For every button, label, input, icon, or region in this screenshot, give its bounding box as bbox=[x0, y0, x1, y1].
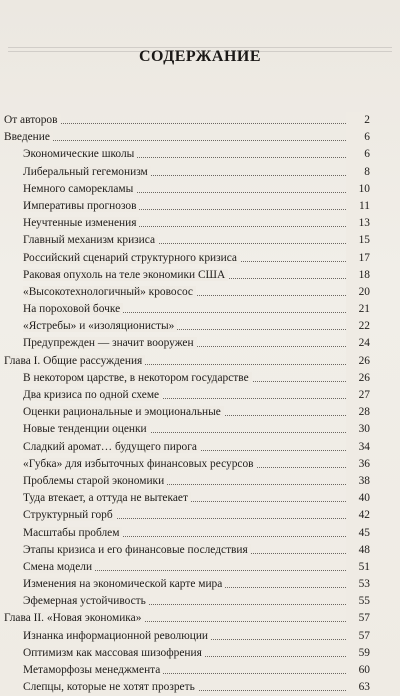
toc-entry bbox=[0, 301, 400, 318]
toc-entry bbox=[0, 679, 400, 696]
toc-entry-page: 48 bbox=[346, 542, 370, 559]
toc-entry-page: 40 bbox=[346, 490, 370, 507]
toc-entry-title: От авторов bbox=[4, 112, 63, 129]
toc-entry bbox=[0, 404, 400, 421]
toc-entry-page: 57 bbox=[346, 628, 370, 645]
toc-entry bbox=[0, 645, 400, 662]
toc-entry-page: 42 bbox=[346, 507, 370, 524]
toc-entry-title: Либеральный гегемонизм bbox=[23, 164, 153, 181]
toc-entry-title: Два кризиса по одной схеме bbox=[23, 387, 164, 404]
toc-entry bbox=[0, 525, 400, 542]
toc-entry bbox=[0, 559, 400, 576]
toc-entry bbox=[0, 542, 400, 559]
toc-entry-title: Немного саморекламы bbox=[23, 181, 138, 198]
toc-entry-title: Глава I. Общие рассуждения bbox=[4, 353, 147, 370]
toc-entry-page: 45 bbox=[346, 525, 370, 542]
toc-entry-title: «Ястребы» и «изоляционисты» bbox=[23, 318, 179, 335]
toc-entry-page: 2 bbox=[346, 112, 370, 129]
toc-entry-title: Оценки рациональные и эмоциональные bbox=[23, 404, 226, 421]
toc-entry-page: 21 bbox=[346, 301, 370, 318]
toc-entry-title: Предупрежден — значит вооружен bbox=[23, 335, 199, 352]
toc-entry bbox=[0, 215, 400, 232]
toc-entry-title: Российский сценарий структурного кризиса bbox=[23, 250, 242, 267]
toc-entry bbox=[0, 267, 400, 284]
page-title: СОДЕРЖАНИЕ bbox=[138, 48, 262, 65]
toc-entry bbox=[0, 421, 400, 438]
toc-entry-title: Экономические школы bbox=[23, 146, 139, 163]
toc-entry-title: Глава II. «Новая экономика» bbox=[4, 610, 146, 627]
toc-entry-page: 59 bbox=[346, 645, 370, 662]
toc-entry-page: 30 bbox=[346, 421, 370, 438]
toc-entry-page: 10 bbox=[346, 181, 370, 198]
toc-entry-page: 17 bbox=[346, 250, 370, 267]
toc-entry bbox=[0, 473, 400, 490]
toc-entry bbox=[0, 387, 400, 404]
toc-entry bbox=[0, 112, 400, 129]
toc-entry-page: 8 bbox=[346, 164, 370, 181]
toc-entry bbox=[0, 284, 400, 301]
toc-entry-title: Слепцы, которые не хотят прозреть bbox=[23, 679, 200, 696]
toc-entry bbox=[0, 250, 400, 267]
toc-entry-title: В некотором царстве, в некотором государстве bbox=[23, 370, 254, 387]
toc-entry-page: 27 bbox=[346, 387, 370, 404]
toc-entry-page: 26 bbox=[346, 353, 370, 370]
toc-entry-page: 22 bbox=[346, 318, 370, 335]
toc-entry bbox=[0, 232, 400, 249]
toc-entry-page: 15 bbox=[346, 232, 370, 249]
toc-entry-title: На пороховой бочке bbox=[23, 301, 125, 318]
toc-entry-title: Главный механизм кризиса bbox=[23, 232, 160, 249]
toc-entry bbox=[0, 198, 400, 215]
toc-entry-page: 36 bbox=[346, 456, 370, 473]
toc-entry-page: 53 bbox=[346, 576, 370, 593]
toc-entry-title: Метаморфозы менеджмента bbox=[23, 662, 165, 679]
toc-entry-page: 57 bbox=[346, 610, 370, 627]
toc-entry-page: 55 bbox=[346, 593, 370, 610]
toc-entry-page: 20 bbox=[346, 284, 370, 301]
toc-entry bbox=[0, 318, 400, 335]
toc-entry-title: «Высокотехнологичный» кровосос bbox=[23, 284, 198, 301]
toc-entry-page: 51 bbox=[346, 559, 370, 576]
table-of-contents bbox=[0, 112, 400, 696]
toc-entry-title: Сладкий аромат… будущего пирога bbox=[23, 439, 202, 456]
toc-entry bbox=[0, 610, 400, 627]
toc-entry bbox=[0, 439, 400, 456]
toc-entry bbox=[0, 164, 400, 181]
toc-entry bbox=[0, 335, 400, 352]
toc-entry-title: Оптимизм как массовая шизофрения bbox=[23, 645, 207, 662]
toc-entry-page: 60 bbox=[346, 662, 370, 679]
toc-entry-title: Неучтенные изменения bbox=[23, 215, 141, 232]
toc-entry-page: 24 bbox=[346, 335, 370, 352]
toc-entry bbox=[0, 456, 400, 473]
toc-entry-page: 26 bbox=[346, 370, 370, 387]
toc-entry-title: Этапы кризиса и его финансовые последствия bbox=[23, 542, 253, 559]
toc-entry-title: Раковая опухоль на теле экономики США bbox=[23, 267, 230, 284]
toc-entry bbox=[0, 181, 400, 198]
toc-entry-title: Смена модели bbox=[23, 559, 97, 576]
toc-entry-page: 28 bbox=[346, 404, 370, 421]
toc-entry bbox=[0, 662, 400, 679]
toc-entry-title: Изнанка информационной революции bbox=[23, 628, 213, 645]
toc-entry-title: Введение bbox=[4, 129, 55, 146]
toc-entry-title: Новые тенденции оценки bbox=[23, 421, 152, 438]
toc-entry-title: Эфемерная устойчивость bbox=[23, 593, 151, 610]
toc-entry bbox=[0, 490, 400, 507]
toc-entry-page: 38 bbox=[346, 473, 370, 490]
toc-entry bbox=[0, 353, 400, 370]
toc-entry-title: Туда втекает, а оттуда не вытекает bbox=[23, 490, 193, 507]
toc-entry-page: 13 bbox=[346, 215, 370, 232]
toc-entry-page: 63 bbox=[346, 679, 370, 696]
toc-entry-title: Изменения на экономической карте мира bbox=[23, 576, 227, 593]
toc-entry-title: Проблемы старой экономики bbox=[23, 473, 169, 490]
toc-entry-page: 18 bbox=[346, 267, 370, 284]
toc-entry bbox=[0, 507, 400, 524]
toc-entry-title: Структурный горб bbox=[23, 507, 118, 524]
toc-entry-page: 11 bbox=[346, 198, 370, 215]
toc-entry bbox=[0, 576, 400, 593]
toc-entry bbox=[0, 146, 400, 163]
toc-entry-title: Императивы прогнозов bbox=[23, 198, 141, 215]
toc-entry bbox=[0, 129, 400, 146]
toc-entry bbox=[0, 370, 400, 387]
toc-entry-title: «Губка» для избыточных финансовых ресурсов bbox=[23, 456, 259, 473]
toc-entry bbox=[0, 628, 400, 645]
toc-entry bbox=[0, 593, 400, 610]
toc-entry-title: Масштабы проблем bbox=[23, 525, 124, 542]
toc-entry-page: 34 bbox=[346, 439, 370, 456]
leader-dots bbox=[4, 140, 358, 141]
toc-entry-page: 6 bbox=[346, 129, 370, 146]
toc-entry-page: 6 bbox=[346, 146, 370, 163]
